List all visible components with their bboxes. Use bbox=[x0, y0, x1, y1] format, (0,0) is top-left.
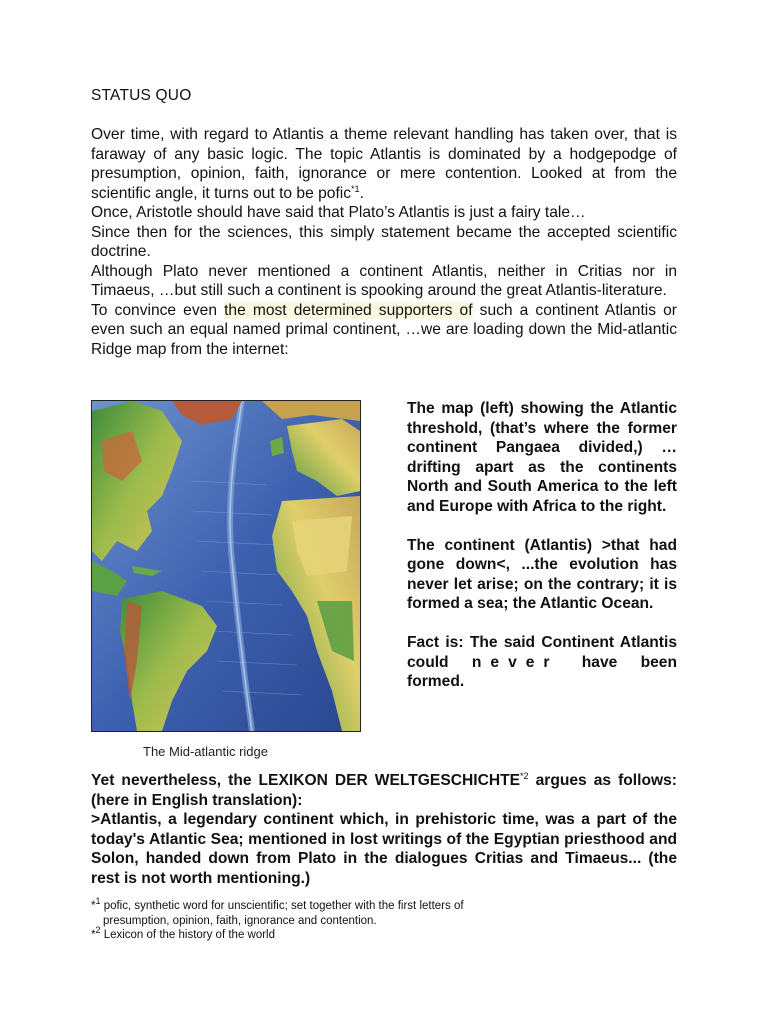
map-caption: The Mid-atlantic ridge bbox=[143, 744, 268, 759]
spaced-never: never bbox=[471, 653, 559, 671]
intro-paragraph-5-c: such a continent Atlantis or even such an equal named primal continent, …we are loading down the Mid-atlantic Ridge map from the internet: bbox=[91, 301, 677, 358]
lexikon-paragraph-1-a: Yet nevertheless, the LEXIKON DER WELTGESCHICHTE bbox=[91, 772, 521, 789]
intro-paragraph-1-end: . bbox=[359, 184, 364, 202]
intro-paragraph-5-a: To convince even bbox=[91, 301, 225, 319]
intro-paragraph-4: Although Plato never mentioned a continent Atlantis, neither in Critias nor in Timaeus, …but still such a continent is spooking around the great Atlantis-literature. bbox=[91, 262, 677, 299]
intro-section bbox=[91, 125, 677, 359]
lexikon-section bbox=[91, 771, 677, 888]
page-title: STATUS QUO bbox=[91, 87, 192, 104]
footnote-1-continued: presumption, opinion, faith, ignorance and contention. bbox=[103, 914, 377, 927]
intro-paragraph-5 bbox=[91, 301, 677, 360]
footnote-1 bbox=[91, 896, 677, 914]
lexikon-quote: >Atlantis, a legendary continent which, in prehistoric time, was a part of the today's Atlantic Sea; mentioned in lost writings of the Egyptian priesthood and Solon, handed down from Plato in the dialogues Critias and Timaeus... (the rest is not worth mentioning.) bbox=[91, 811, 677, 887]
side-paragraph-2: The continent (Atlantis) >that had gone down<, ...the evolution has never let arise; on the contrary; it is formed a sea; the Atlantic Ocean. bbox=[407, 536, 677, 612]
highlighted-text: the most determined supporters of bbox=[224, 301, 473, 319]
footnote-2-number: 2 bbox=[95, 925, 101, 936]
side-paragraph-3-b: have been formed. bbox=[407, 653, 677, 690]
intro-paragraph-3: Since then for the sciences, this simply statement became the accepted scientific doctrine. bbox=[91, 223, 677, 260]
intro-paragraph-1 bbox=[91, 125, 677, 203]
lexikon-paragraph-1 bbox=[91, 771, 677, 810]
side-paragraph-3-a: Fact is: The said Continent Atlantis could bbox=[407, 634, 677, 671]
map-image bbox=[92, 401, 360, 731]
footnote-1-text: pofic, synthetic word for unscientific; set together with the first letters of bbox=[100, 900, 464, 912]
map-description bbox=[407, 399, 677, 711]
lexikon-paragraph-1-b: argues as follows: (here in English translation): bbox=[91, 772, 677, 809]
side-paragraph-1: The map (left) showing the Atlantic threshold, (that’s where the former continent Pangaea divided,) …drifting apart as the continents North and South America to the left and Europe with Africa to the right. bbox=[407, 400, 677, 515]
footnote-1-mark: * bbox=[91, 900, 96, 912]
footnote-2 bbox=[91, 925, 677, 943]
footnote-ref-1: *1 bbox=[351, 183, 360, 194]
footnote-ref-2: *2 bbox=[520, 770, 529, 781]
intro-paragraph-2: Once, Aristotle should have said that Plato’s Atlantis is just a fairy tale… bbox=[91, 204, 586, 221]
footnote-2-mark: * bbox=[91, 929, 96, 941]
mid-atlantic-ridge-map bbox=[91, 400, 361, 732]
footnotes bbox=[91, 896, 677, 943]
intro-paragraph-1-text: Over time, with regard to Atlantis a theme relevant handling has taken over, that is faraway of any basic logic. The topic Atlantis is dominated by a hodgepodge of presumption, opinion, faith, ignorance or mere contention. Looked at from the scientific angle, it turns out to be pofic bbox=[91, 126, 677, 202]
side-paragraph-3 bbox=[407, 633, 677, 692]
footnote-2-text: Lexicon of the history of the world bbox=[100, 929, 276, 941]
footnote-1-number: 1 bbox=[95, 896, 101, 907]
